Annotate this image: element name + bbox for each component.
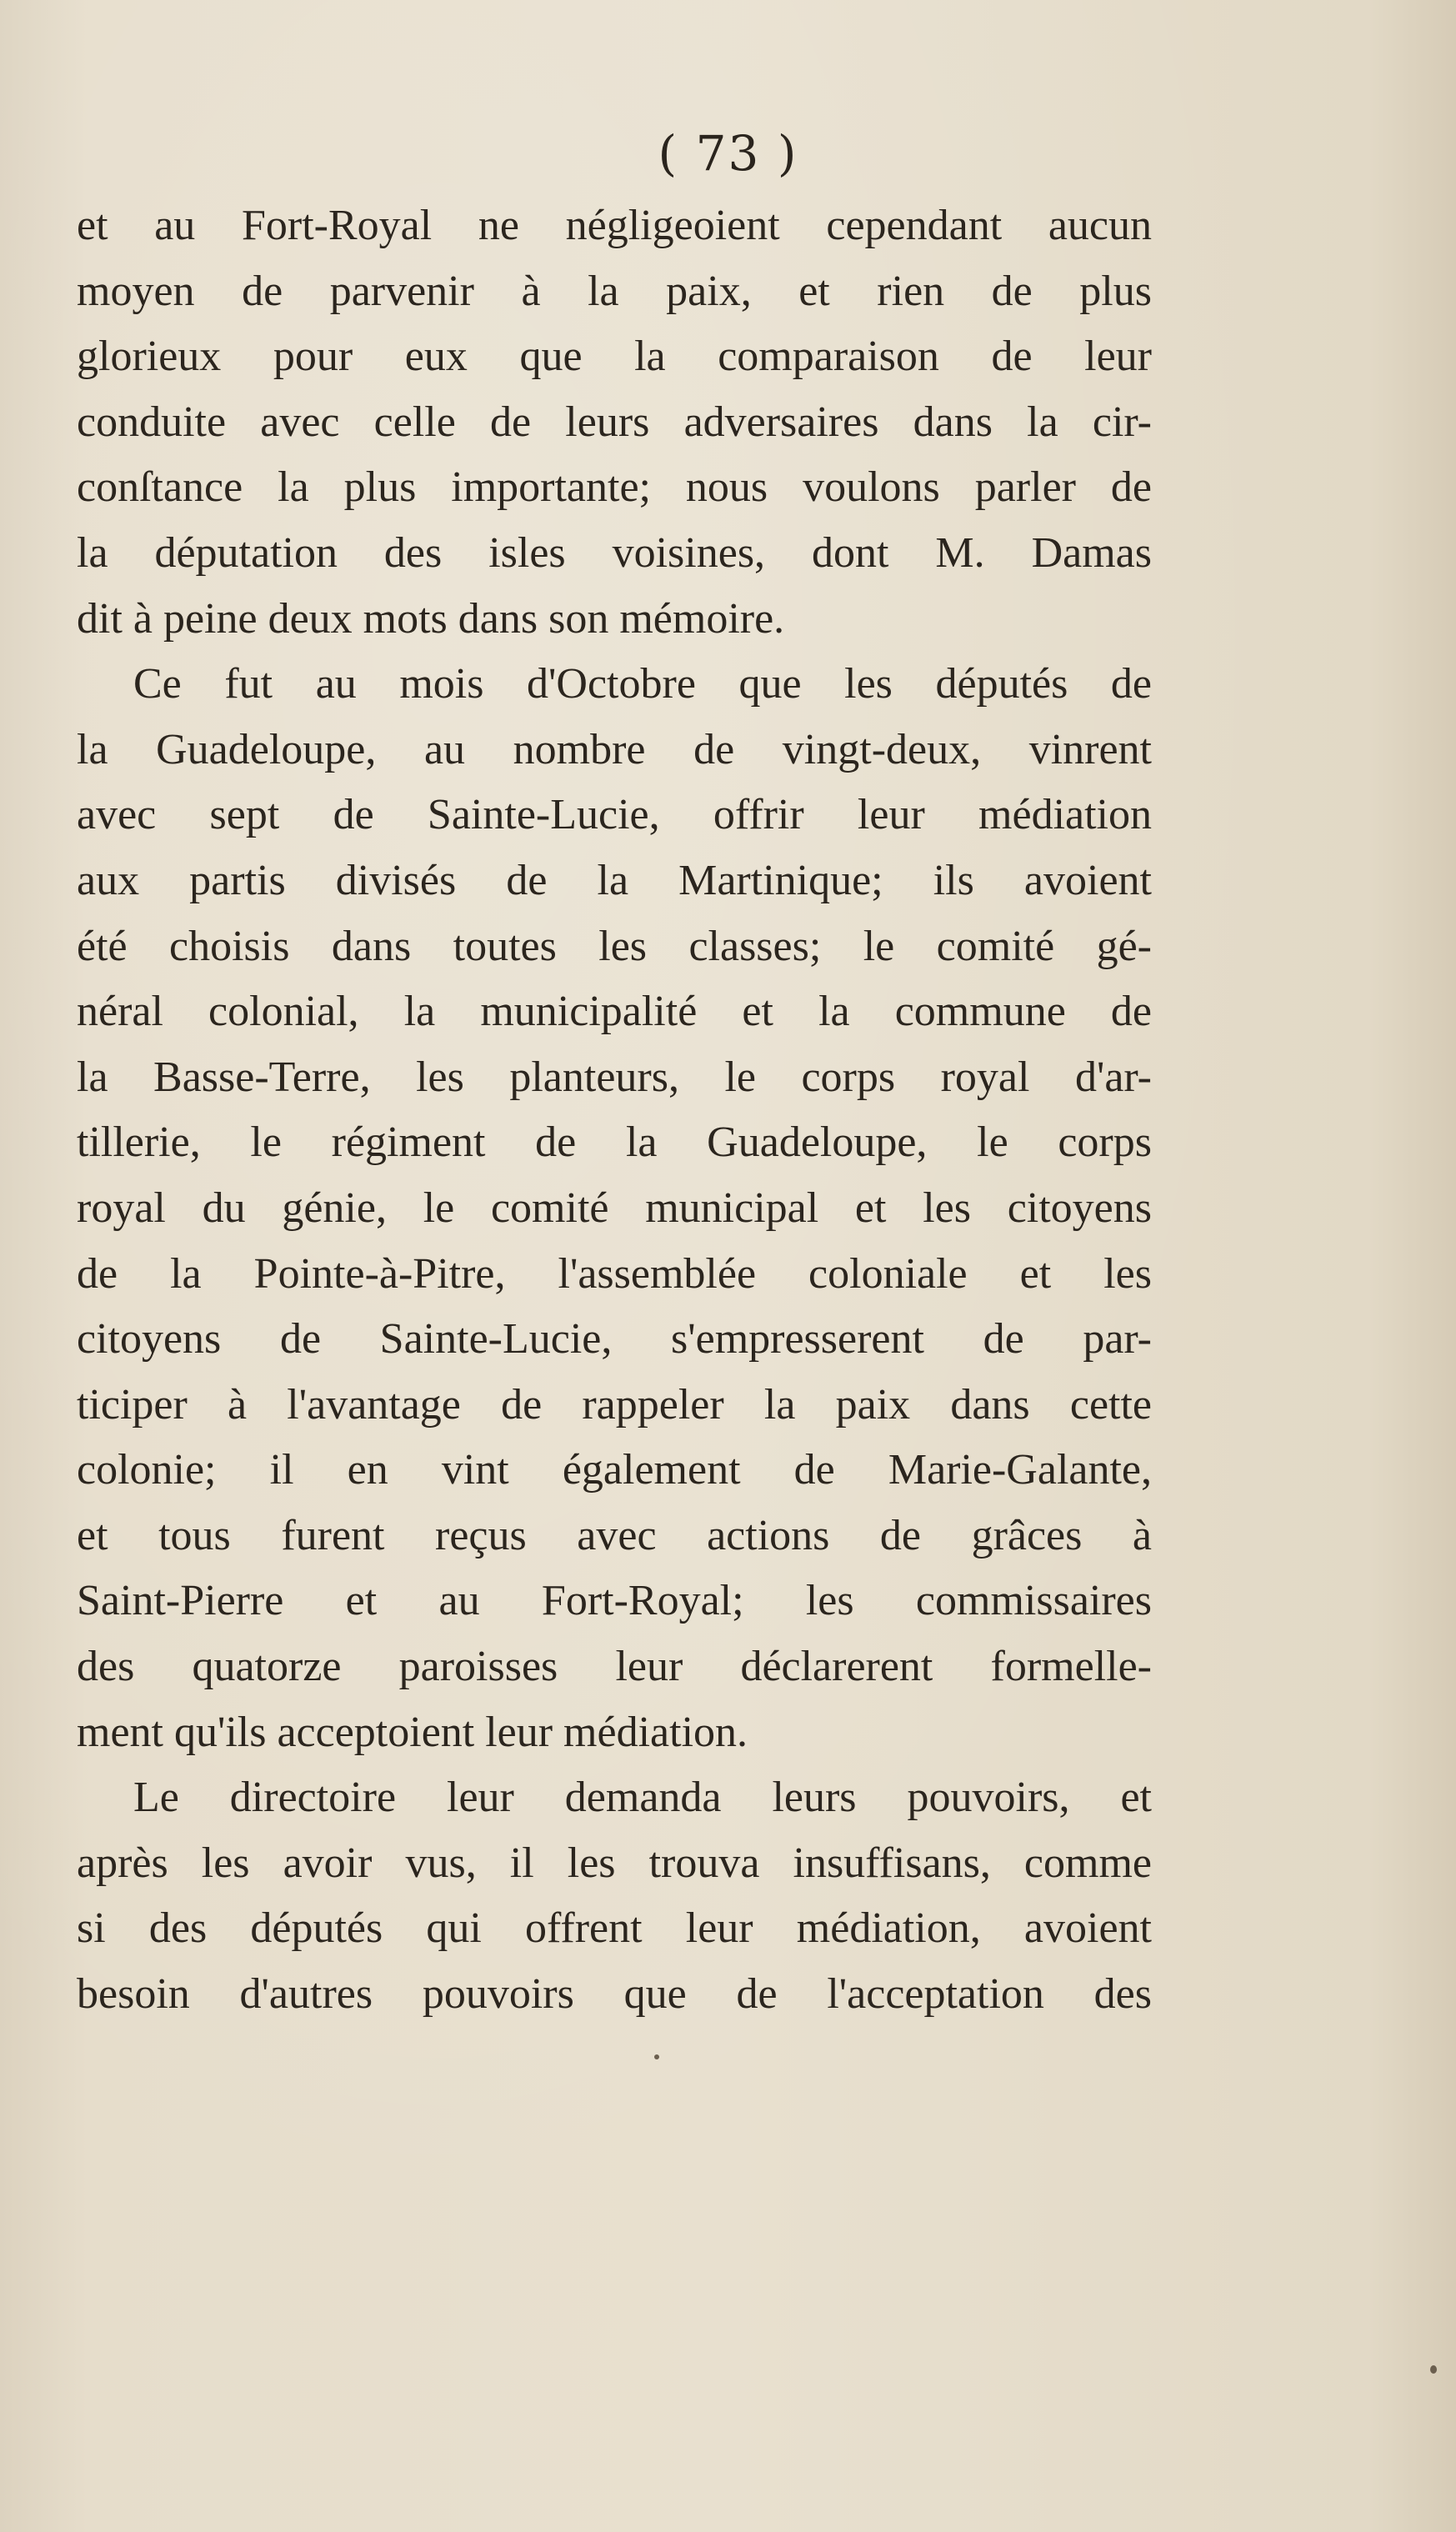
body-text [77,193,1152,2028]
text-line: conduite avec celle de leurs adversaires dans la cir- [77,398,1152,446]
text-line: été choisis dans toutes les classes; le comité gé- [77,922,1152,970]
text-line: ticiper à l'avantage de rappeler la paix dans cette [77,1380,1152,1429]
text-line: glorieux pour eux que la comparaison de leur [77,333,1152,381]
text-line: néral colonial, la municipalité et la commune de [77,988,1152,1036]
text-line: de la Pointe-à-Pitre, l'assemblée coloniale et les [77,1249,1152,1298]
text-line: citoyens de Sainte-Lucie, s'empresserent de par- [77,1315,1152,1364]
text-line: dit à peine deux mots dans son mémoire. [77,594,785,643]
text-line: besoin d'autres pouvoirs que de l'acceptation des [77,1970,1152,2019]
text-line: Ce fut au mois d'Octobre que les députés de [133,660,1152,708]
text-line: royal du génie, le comité municipal et les citoyens [77,1183,1152,1232]
text-line: la Basse-Terre, les planteurs, le corps royal d'ar- [77,1053,1152,1101]
text-line: après les avoir vus, il les trouva insuffisans, comme [77,1839,1152,1887]
text-line: colonie; il en vint également de Marie-Galante, [77,1446,1152,1494]
text-line: tillerie, le régiment de la Guadeloupe, le corps [77,1118,1152,1167]
paper-speck [654,2054,659,2059]
text-line: aux partis divisés de la Martinique; ils avoient [77,856,1152,904]
text-line: et au Fort-Royal ne négligeoient cependant aucun [77,202,1152,249]
text-line: moyen de parvenir à la paix, et rien de plus [77,267,1152,315]
text-line: avec sept de Sainte-Lucie, offrir leur médiation [77,791,1152,839]
text-line: ment qu'ils acceptoient leur médiation. [77,1708,748,1756]
text-line: si des députés qui offrent leur médiation, avoient [77,1904,1152,1953]
text-line: Saint-Pierre et au Fort-Royal; les commissaires [77,1577,1152,1625]
text-line: la Guadeloupe, au nombre de vingt-deux, vinrent [77,725,1152,773]
text-line: des quatorze paroisses leur déclarerent formelle- [77,1643,1152,1691]
page-number: ( 73 ) [658,125,798,182]
text-line: conſtance la plus importante; nous voulons parler de [77,463,1152,512]
text-line: la députation des isles voisines, dont M. Damas [77,528,1152,577]
paper-speck [1430,2365,1437,2374]
text-line: et tous furent reçus avec actions de grâces à [77,1511,1152,1559]
text-line: Le directoire leur demanda leurs pouvoirs, et [133,1774,1152,1822]
